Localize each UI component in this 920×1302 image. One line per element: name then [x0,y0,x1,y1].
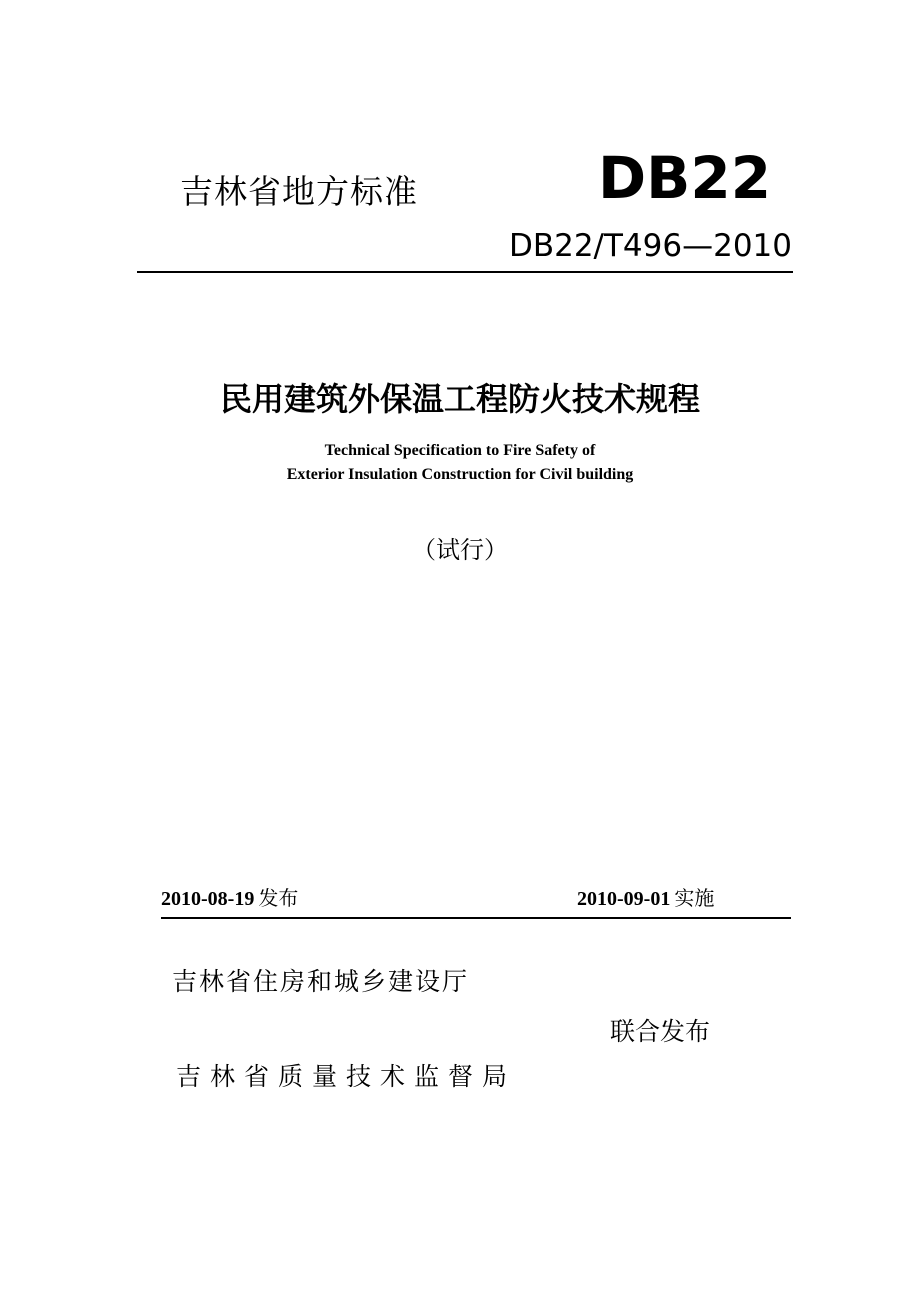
footer-divider [161,917,791,919]
trial-status: （试行） [412,536,508,564]
release-date-label: 发布 [258,886,299,910]
document-title-english-line-1: Technical Specification to Fire Safety of [324,442,596,459]
document-number: DB22/T496—2010 [508,228,792,264]
standard-code: DB22 [598,144,772,212]
header-divider [137,271,793,273]
release-date [161,882,298,911]
effective-date-label: 实施 [674,886,715,910]
joint-release-label: 联合发布 [610,1017,711,1046]
issuer-quality-bureau: 吉林省质量技术监督局 [176,1062,517,1091]
effective-date [577,882,714,911]
effective-date-value: 2010-09-01 [577,888,671,910]
document-title-chinese: 民用建筑外保温工程防火技术规程 [219,380,700,418]
standard-category-label: 吉林省地方标准 [180,172,418,211]
issuer-housing-department: 吉林省住房和城乡建设厅 [172,967,470,996]
release-date-value: 2010-08-19 [161,888,255,910]
document-title-english-line-2: Exterior Insulation Construction for Civil building [286,466,634,483]
